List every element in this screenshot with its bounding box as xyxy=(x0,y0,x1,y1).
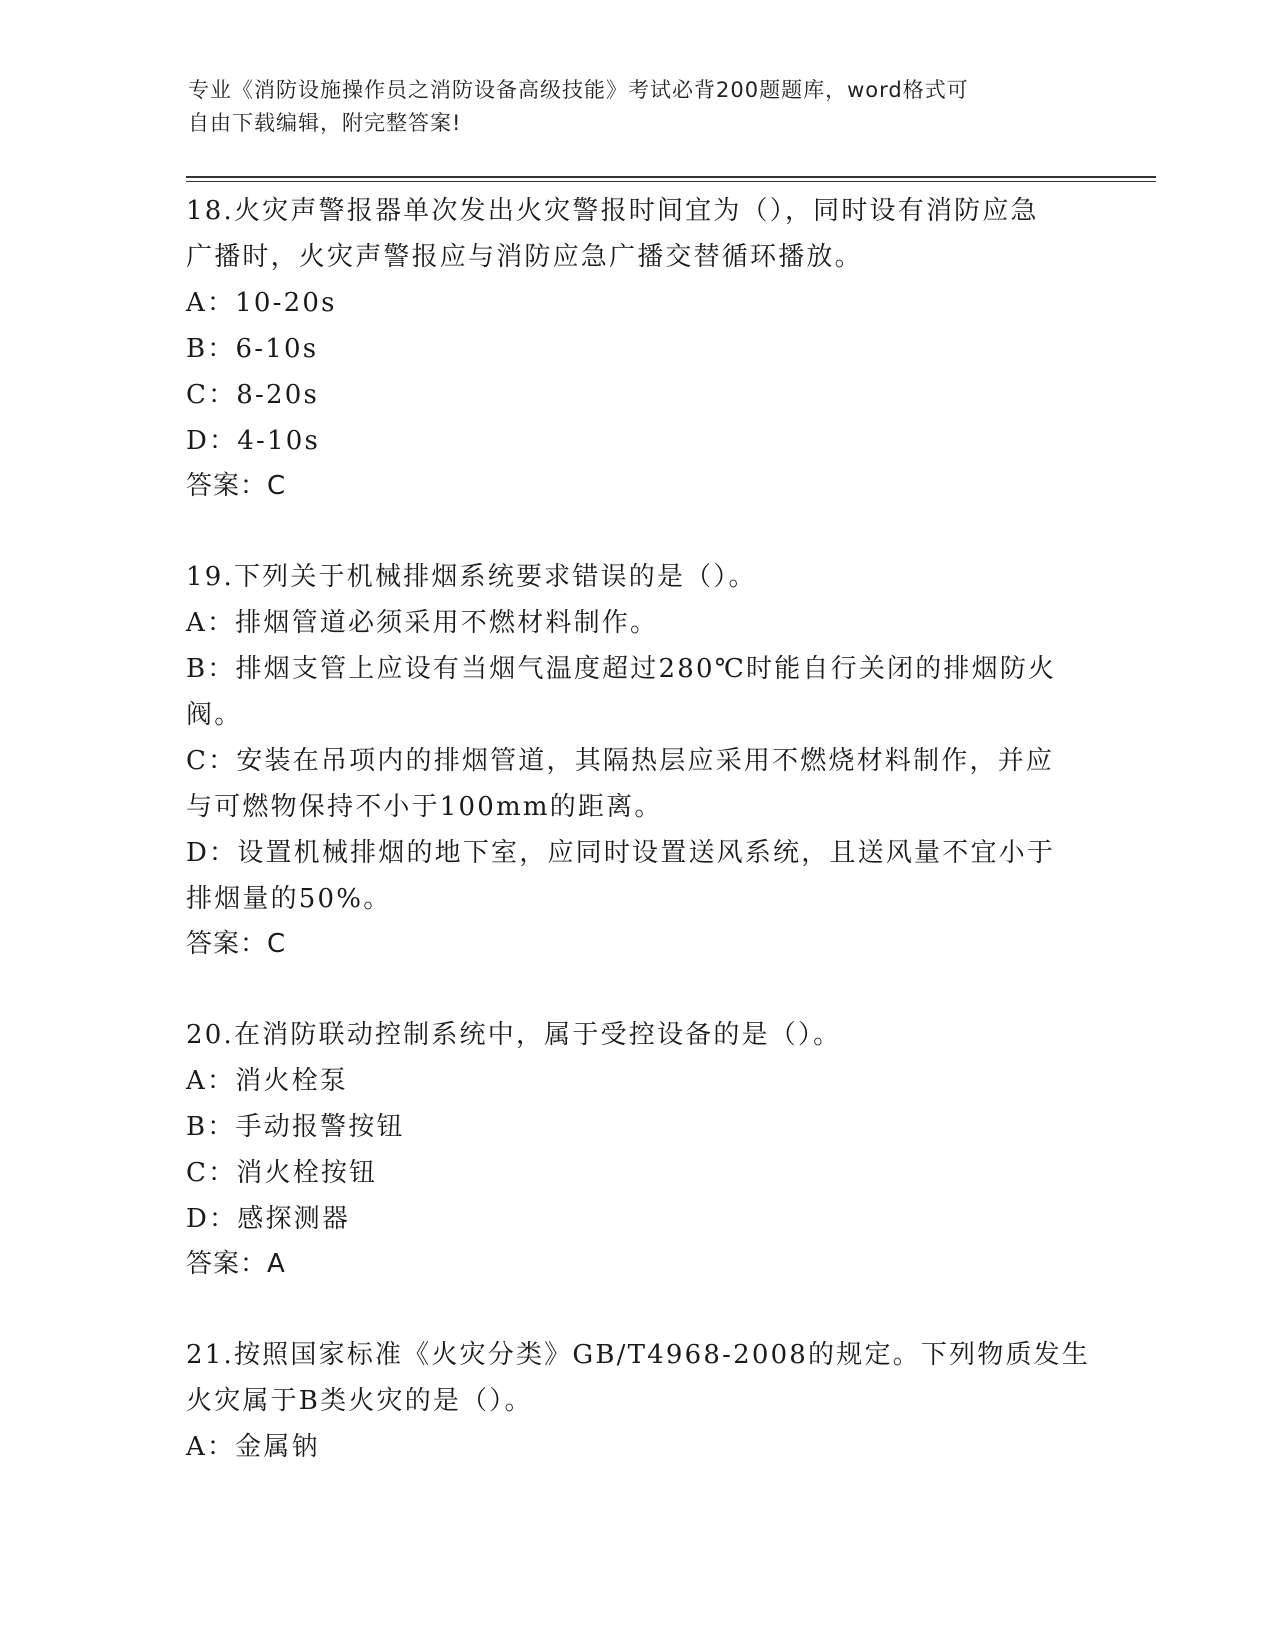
answer-text: 答案：C xyxy=(186,929,287,959)
option-c-continued: 与可燃物保持不小于100mm的距离。 xyxy=(186,792,663,822)
header-divider-thin xyxy=(186,181,1156,182)
option-c: C：消火栓按钮 xyxy=(186,1158,378,1188)
option-b: B：排烟支管上应设有当烟气温度超过280℃时能自行关闭的排烟防火 xyxy=(186,654,1057,684)
option-b-continued: 阀。 xyxy=(186,700,243,730)
question-stem: 火灾属于B类火灾的是（）。 xyxy=(186,1386,533,1416)
option-a: A：金属钠 xyxy=(186,1432,320,1462)
option-d: D：设置机械排烟的地下室，应同时设置送风系统，且送风量不宜小于 xyxy=(186,838,1056,868)
question-stem: 19.下列关于机械排烟系统要求错误的是（）。 xyxy=(186,562,757,592)
question-19 xyxy=(186,554,1086,966)
question-list xyxy=(186,188,1091,1516)
question-18 xyxy=(186,188,1086,508)
question-21 xyxy=(186,1332,1091,1470)
question-stem: 20.在消防联动控制系统中，属于受控设备的是（）。 xyxy=(186,1020,842,1050)
option-c: C：安装在吊项内的排烟管道，其隔热层应采用不燃烧材料制作，并应 xyxy=(186,746,1055,776)
option-d: D：4-10s xyxy=(186,426,320,456)
header-divider-thick xyxy=(186,176,1156,178)
answer-text: 答案：A xyxy=(186,1249,286,1279)
option-b: B：手动报警按钮 xyxy=(186,1112,405,1142)
option-c: C：8-20s xyxy=(186,380,320,410)
option-d-continued: 排烟量的50%。 xyxy=(186,884,392,914)
option-d: D：感探测器 xyxy=(186,1204,351,1234)
option-b: B：6-10s xyxy=(186,334,319,364)
question-20 xyxy=(186,1012,1086,1286)
question-stem: 广播时，火灾声警报应与消防应急广播交替循环播放。 xyxy=(186,242,863,272)
question-stem: 18.火灾声警报器单次发出火灾警报时间宜为（），同时设有消防应急 xyxy=(186,196,1039,226)
option-a: A：10-20s xyxy=(186,288,337,318)
answer-text: 答案：C xyxy=(186,471,287,501)
document-header xyxy=(188,74,1088,140)
header-line-1: 专业《消防设施操作员之消防设备高级技能》考试必背200题题库，word格式可 xyxy=(188,78,969,102)
option-a: A：消火栓泵 xyxy=(186,1066,348,1096)
header-line-2: 自由下载编辑，附完整答案! xyxy=(188,111,462,135)
option-a: A：排烟管道必须采用不燃材料制作。 xyxy=(186,608,659,638)
question-stem: 21.按照国家标准《火灾分类》GB/T4968-2008的规定。下列物质发生 xyxy=(186,1340,1091,1370)
